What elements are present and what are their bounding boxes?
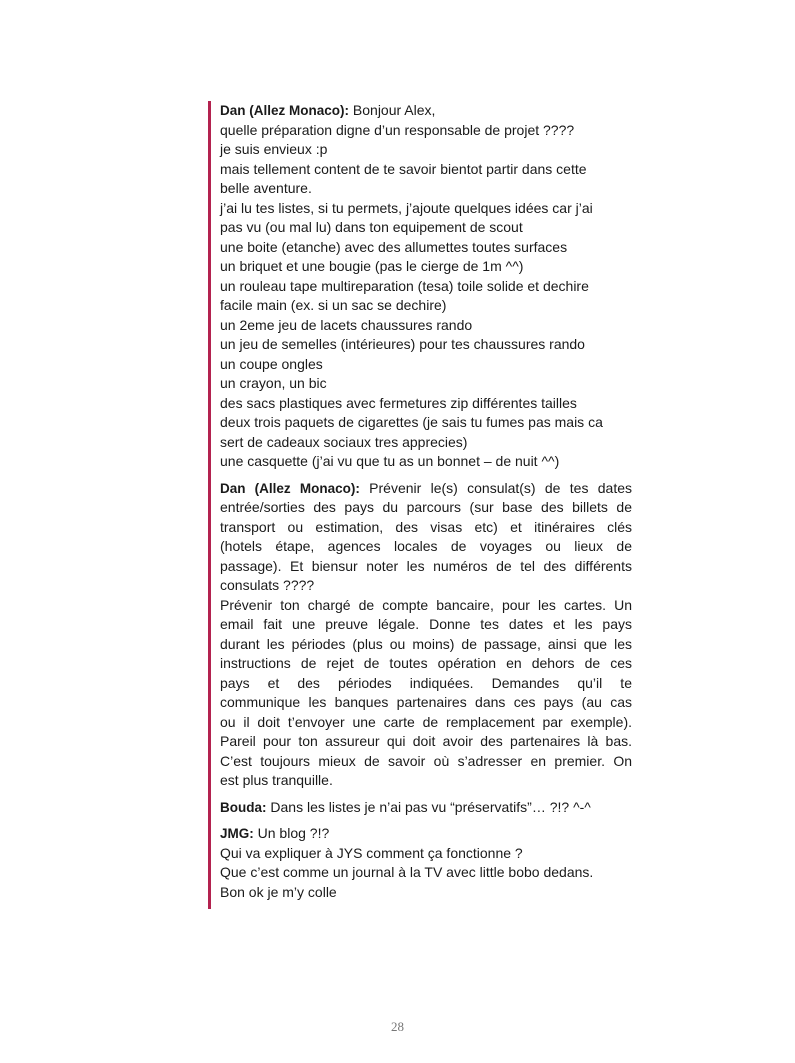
comment-text: Dans les listes je n’ai pas vu “préservatifs”… ?!? ^-^ (270, 798, 591, 815)
comment-text: Bonjour Alex, (352, 102, 436, 118)
page-number: 28 (391, 1019, 404, 1034)
comment-line (220, 335, 632, 355)
comment-line (220, 674, 632, 694)
comment-text: passage). Et biensur noter les numéros de tel des différents (220, 557, 632, 574)
comment-line (220, 277, 632, 297)
comment-text: consulats ???? (220, 577, 315, 593)
comment-text: je suis envieux :p (220, 141, 328, 157)
comment-text: sert de cadeaux sociaux tres apprecies) (220, 433, 468, 450)
comment-line (220, 537, 632, 557)
comment-line (220, 140, 632, 160)
comment-line (220, 752, 632, 772)
comment-line (220, 374, 632, 394)
comment-text: deux trois paquets de cigarettes (je sais tu fumes pas mais ca (220, 414, 603, 430)
comment-line (220, 394, 632, 414)
comment-line (220, 635, 632, 655)
comment-text: un 2eme jeu de lacets chaussures rando (220, 316, 473, 333)
comment-text: quelle préparation digne d’un responsable de projet ???? (220, 121, 575, 138)
comment-text: est plus tranquille. (220, 772, 333, 788)
comment-text: un briquet et une bougie (pas le cierge de 1m ^^) (220, 258, 524, 274)
comment-line (220, 863, 632, 883)
comment-line (220, 693, 632, 713)
comment (220, 101, 632, 472)
comment-author: JMG: (220, 826, 254, 841)
comment-text: pays et des périodes indiquées. Demandes qu’il te (220, 674, 632, 691)
comment-line (220, 296, 632, 316)
comment-line (220, 238, 632, 258)
comment-line (220, 844, 632, 864)
comment-line (220, 257, 632, 277)
comment-line (220, 160, 632, 180)
comment-text: Prévenir le(s) consulat(s) de tes dates (369, 479, 632, 496)
comment-text: ou il doit t’envoyer une carte de remplacement par exemple). (220, 713, 632, 730)
comment-line (220, 883, 632, 903)
comment-text: j’ai lu tes listes, si tu permets, j’ajoute quelques idées car j’ai (220, 199, 593, 216)
comment-text: un coupe ongles (220, 355, 323, 372)
comment (220, 798, 632, 818)
comment-line (220, 557, 632, 577)
comment-text: un crayon, un bic (220, 375, 327, 391)
comment-author: Dan (Allez Monaco): (220, 103, 350, 118)
comment-text: instructions de rejet de toutes opération en dehors de ces (220, 655, 632, 671)
comment-text: entrée/sorties des pays du parcours (sur base des billets de (220, 499, 632, 515)
comment-text: durant les périodes (plus ou moins) de passage, ainsi que les (220, 635, 632, 652)
comment-line (220, 654, 632, 674)
comment-author: Bouda: (220, 799, 267, 815)
comment-text: Que c’est comme un journal à la TV avec little bobo dedans. (220, 864, 594, 880)
comment-text: mais tellement content de te savoir bientot partir dans cette (220, 160, 587, 177)
comment-line (220, 413, 632, 433)
comment-line (220, 824, 632, 844)
comment-text: Qui va expliquer à JYS comment ça fonctionne ? (220, 844, 523, 861)
comment-text: pas vu (ou mal lu) dans ton equipement de scout (220, 219, 523, 235)
comment-text: email fait une preuve légale. Donne tes dates et les pays (220, 616, 632, 632)
comment-text: communique les banques partenaires dans ces pays (au cas (220, 694, 632, 710)
comment-text: des sacs plastiques avec fermetures zip différentes tailles (220, 394, 577, 411)
comment-line (220, 596, 632, 616)
comment-text: transport ou estimation, des visas etc) et itinéraires clés (220, 518, 632, 535)
comment-line (220, 732, 632, 752)
comment (220, 479, 632, 791)
comment-line (220, 615, 632, 635)
comment-text: Bon ok je m’y colle (220, 883, 337, 900)
comment-text: Prévenir ton chargé de compte bancaire, pour les cartes. Un (220, 596, 632, 613)
comment-line (220, 498, 632, 518)
comment-line (220, 771, 632, 791)
comment-text: une boite (etanche) avec des allumettes toutes surfaces (220, 238, 568, 255)
comment-author: Dan (Allez Monaco): (220, 480, 360, 496)
comment-line (220, 798, 632, 818)
comment-quote-block (208, 101, 632, 909)
comment-line (220, 433, 632, 453)
comment (220, 824, 632, 902)
comment-text: Un blog ?!? (257, 825, 330, 841)
comment-line (220, 316, 632, 336)
comment-line (220, 101, 632, 121)
comment-line (220, 218, 632, 238)
comment-line (220, 713, 632, 733)
comment-text: belle aventure. (220, 180, 312, 196)
comment-line (220, 121, 632, 141)
comment-text: un rouleau tape multireparation (tesa) toile solide et dechire (220, 277, 589, 294)
comment-line (220, 179, 632, 199)
comment-line (220, 576, 632, 596)
comment-line (220, 479, 632, 499)
comment-text: un jeu de semelles (intérieures) pour tes chaussures rando (220, 336, 585, 352)
comment-line (220, 452, 632, 472)
comment-text: facile main (ex. si un sac se dechire) (220, 297, 447, 313)
comment-text: (hotels étape, agences locales de voyages ou lieux de (220, 538, 632, 554)
comment-line (220, 199, 632, 219)
comment-text: Pareil pour ton assureur qui doit avoir des partenaires là bas. (220, 733, 632, 749)
comment-line (220, 355, 632, 375)
comment-text: C’est toujours mieux de savoir où s’adresser en premier. On (220, 752, 632, 769)
comment-line (220, 518, 632, 538)
comment-text: une casquette (j’ai vu que tu as un bonnet – de nuit ^^) (220, 453, 560, 469)
